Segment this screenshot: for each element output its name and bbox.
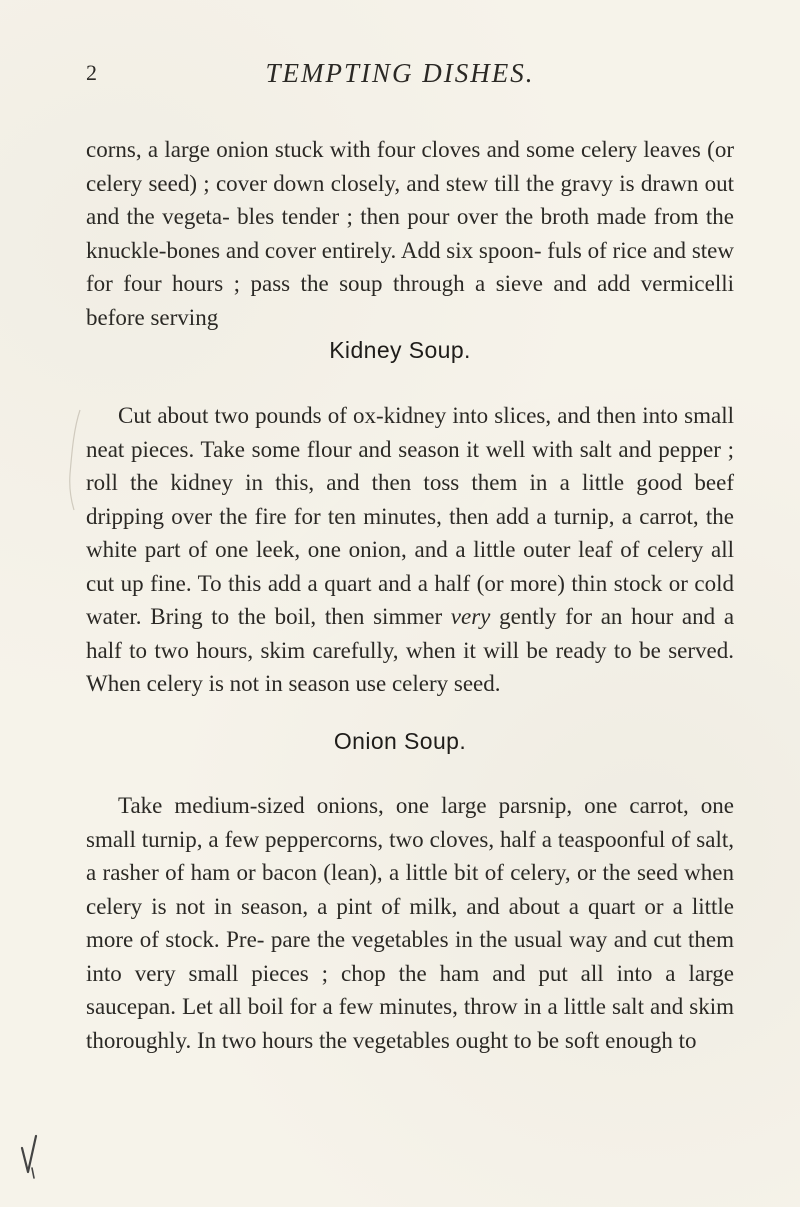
kidney-emphasis-very: very [450,604,491,629]
running-title: TEMPTING DISHES. [265,58,535,88]
section-heading-kidney-soup: Kidney Soup. [329,337,471,363]
page-number: 2 [86,60,98,85]
paragraph-onion-soup: Take medium-sized onions, one large parsnip, one carrot, one small turnip, a few peppercorns, two cloves, half a teaspoonful of salt, a rasher of ham or bacon (lean), a little bit of celery, or the seed when celery is not in season, a pint of milk, and about a quart or a little more of stock. Pre- pare the vegetables in the usual way and cut them into very small pieces ; chop the ham and put all into a large saucepan. Let all boil for a few minutes, throw in a little salt and skim thoroughly. In two hours the vegetables ought to be soft enough to [86,793,734,1053]
kidney-text-part-1: Cut about two pounds of ox-kidney into slices, and then into small neat pieces. Take some flour and season it well with salt and pepper ; roll the kidney in this, and then toss them in a little good beef dripping over the fire for ten minutes, then add a turnip, a carrot, the white part of one leek, one onion, and a little outer leaf of celery all cut up fine. To this add a quart and a half (or more) thin stock or cold water. Bring to the boil, then simmer [86,403,734,629]
paragraph-intro: corns, a large onion stuck with four cloves and some celery leaves (or celery seed) ; cover down closely, and stew till the gravy is drawn out and the vegeta- bles tender ; then pour over the broth made from the knuckle-bones and cover entirely. Add six spoon- fuls of rice and stew for four hours ; pass the soup through a sieve and add vermicelli before serving [86,137,734,330]
paragraph-kidney-soup [86,399,734,701]
section-heading-onion-soup: Onion Soup. [333,728,467,754]
pencil-check-mark-icon [18,1130,42,1186]
kidney-text-part-2: gently for an hour and a half to two hours, skim carefully, when it will be ready to be served. When celery is not in season use celery seed. [86,604,735,696]
faint-margin-trace-icon [64,404,84,514]
